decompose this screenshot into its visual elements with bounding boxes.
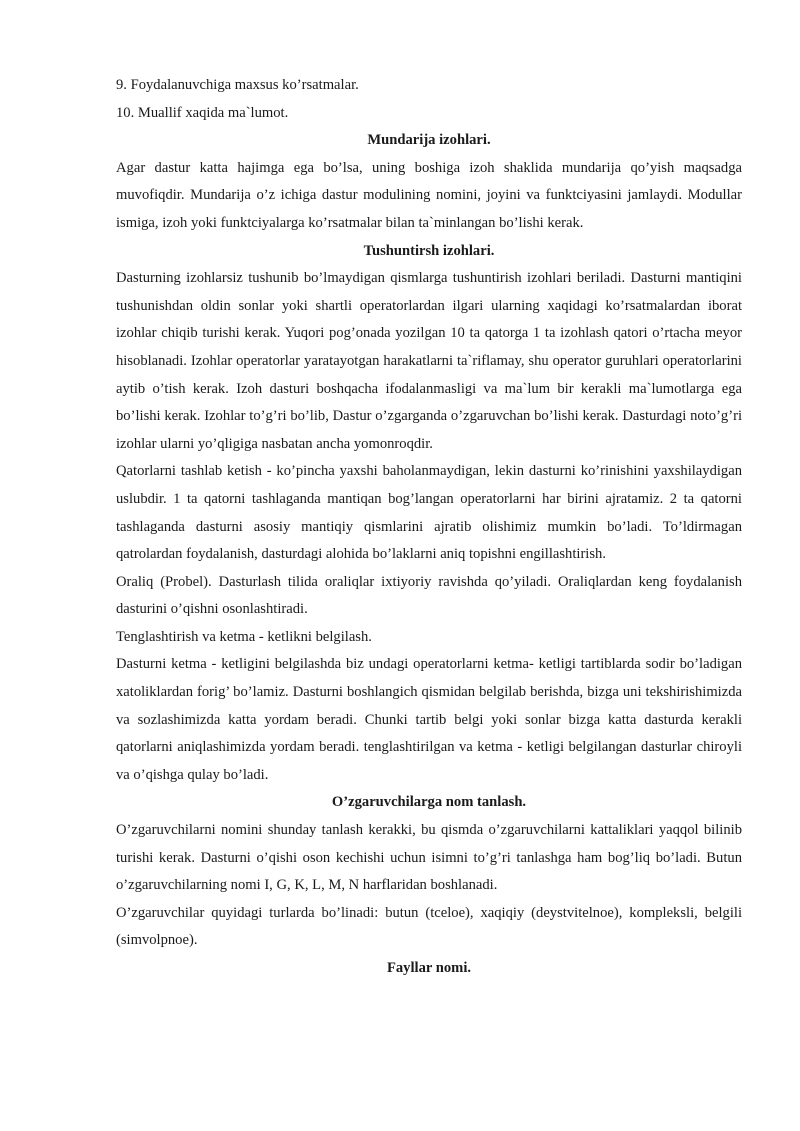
paragraph: Dasturni ketma - ketligini belgilashda biz undagi operatorlarni ketma- ketligi tartiblarda sodir bo’ladigan xatoliklardan forig’ bo’lamiz. Dasturni boshlangich qismidan belgilab berishda, bizga uni tekshirishimizda va sozlashimizda katta yordam beradi. Chunki tartib belgi yoki sonlar bizga katta dasturda kerakli qatorlarni aniqlashimizda yordam beradi. tenglashtirilgan va ketma - ketligi belgilangan dasturlar chiroyli va o’qishga qulay bo’ladi.	[116, 656, 742, 783]
paragraph: Dasturning izohlarsiz tushunib bo’lmaydigan qismlarga tushuntirish izohlari beriladi. Dasturni mantiqini tushunishdan oldin sonlar yoki shartli operatorlardan ilgari ularning xaqidagi ko’rsatmalardan iborat izohlar chiqib turishi kerak. Yuqori pog’onada yozilgan 10 ta qatorga 1 ta izohlash qatori o’rtacha meyor hisoblanadi. Izohlar operatorlar yaratayotgan harakatlarni ta`riflamay, shu operator guruhlari operatorlarini aytib o’tish kerak. Izoh dasturi boshqacha ifodalanmasligi va ma`lum bir kerakli ma`lumotlarga ega bo’lishi kerak. Izohlar to’g’ri bo’lib, Dastur o’zgarganda o’zgaruvchan bo’lishi kerak. Dasturdagi noto’g’ri izohlar ularni yo’qligiga nasbatan ancha yomonroqdir.	[116, 270, 742, 452]
paragraph: Qatorlarni tashlab ketish - ko’pincha yaxshi baholanmaydigan, lekin dasturni ko’rinishini yaxshilaydigan uslubdir. 1 ta qatorni tashlaganda mantiqan bog’langan operatorlarni har birini ajratamiz. 2 ta qatorni tashlaganda dasturni asosiy mantiqiy qismlarini ajratib olishimiz mumkin bo’ladi. To’ldirmagan qatrolardan foydalanish, dasturdagi alohida bo’laklarni aniq topishni engillashtirish.	[116, 463, 742, 563]
list-item: 9. Foydalanuvchiga maxsus ko’rsatmalar.	[116, 77, 359, 93]
paragraph: Oraliq (Probel). Dasturlash tilida oraliqlar ixtiyoriy ravishda qo’yiladi. Oraliqlardan keng foydalanish dasturini o’qishni osonlashtiradi.	[116, 573, 742, 618]
paragraph: O’zgaruvchilarni nomini shunday tanlash kerakki, bu qismda o’zgaruvchilarni kattaliklari yaqqol bilinib turishi kerak. Dasturni o’qishi oson kechishi uchun isimni to’g’ri tanlashga ham bog’liq bo’ladi. Butun o’zgaruvchilarning nomi I, G, K, L, M, N harflaridan boshlanadi.	[116, 822, 742, 894]
section-heading: Tushuntirsh izohlari.	[363, 242, 495, 259]
section-heading: Fayllar nomi.	[386, 960, 472, 976]
paragraph: O’zgaruvchilar quyidagi turlarda bo’linadi: butun (tceloe), xaqiqiy (deystvitelnoe), kompleksli, belgili (simvolpnoe).	[116, 904, 742, 949]
document-page	[116, 72, 742, 983]
list-item: 10. Muallif xaqida ma`lumot.	[116, 104, 289, 121]
paragraph: Agar dastur katta hajimga ega bo’lsa, uning boshiga izoh shaklida mundarija qo’yish maqsadga muvofiqdir. Mundarija o’z ichiga dastur modulining nomini, joyini va funktciyasini jamlaydi. Modullar ismiga, izoh yoki funktciyalarga ko’rsatmalar bilan ta`minlangan bo’lishi kerak.	[116, 159, 742, 231]
section-heading: O’zgaruvchilarga nom tanlash.	[331, 794, 527, 811]
paragraph: Tenglashtirish va ketma - ketlikni belgilash.	[116, 628, 372, 645]
section-heading: Mundarija izohlari.	[367, 132, 491, 149]
